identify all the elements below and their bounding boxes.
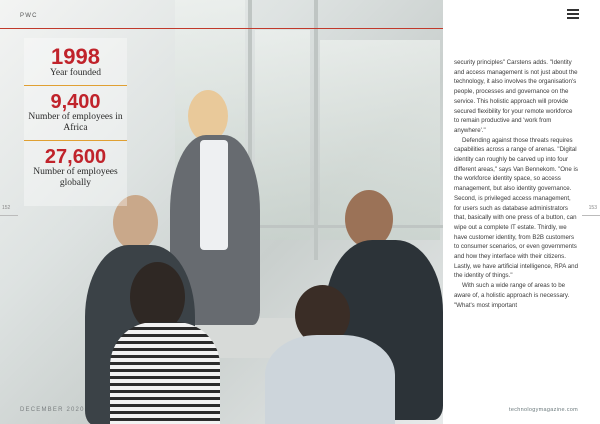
brand-label: PWC — [20, 13, 38, 19]
page-number-right: 153 — [588, 205, 597, 211]
stat-value: 27,600 — [44, 145, 107, 168]
article-body — [454, 58, 578, 310]
stat-year-founded — [24, 38, 127, 79]
article-paragraph: Defending against those threats requires capabilities across a range of arenas. "Digital identity can roughly be carved up into four different areas," says Van Bennekom. "One is the workforce identity space, so access management, but also identity governance. Second, is privileged access management, for users such as database administrators that, basically with one press of a button, can wipe out a complete IT estate. Thirdly, we have customer identity, from B2B customers to consumer scenarios, or even governments and how they interface with their citizens. Lastly, we have artificial intelligence, RPA and the identity of things." — [454, 136, 579, 280]
stats-panel — [24, 38, 127, 206]
stat-employees-africa — [24, 85, 127, 134]
stat-label: Number of employees globally — [33, 166, 118, 188]
stat-value: 9,400 — [50, 90, 101, 113]
stat-employees-global — [24, 140, 127, 189]
page-number-left: 152 — [2, 205, 11, 211]
page-edge-rule — [0, 215, 18, 216]
article-paragraph: With such a wide range of areas to be aware of, a holistic approach is necessary. "What's most important — [454, 282, 570, 309]
stat-label: Number of employees in Africa — [28, 111, 123, 133]
stat-value: 1998 — [51, 44, 100, 69]
footer-url[interactable]: technologymagazine.com — [509, 407, 578, 413]
stat-label: Year founded — [49, 68, 101, 78]
article-paragraph: security principles" Carstens adds. "Identity and access management is not just about the technology, it also involves the organisation's people, processes and governance on the service. This holistic approach will provide secured flexibility for your remote workforce to remain productive and 'work from anywhere'." — [454, 59, 578, 134]
hamburger-menu-icon[interactable] — [567, 9, 579, 19]
page-edge-rule — [582, 215, 600, 216]
issue-label: DECEMBER 2020 — [20, 407, 85, 413]
header-rule — [0, 28, 443, 29]
